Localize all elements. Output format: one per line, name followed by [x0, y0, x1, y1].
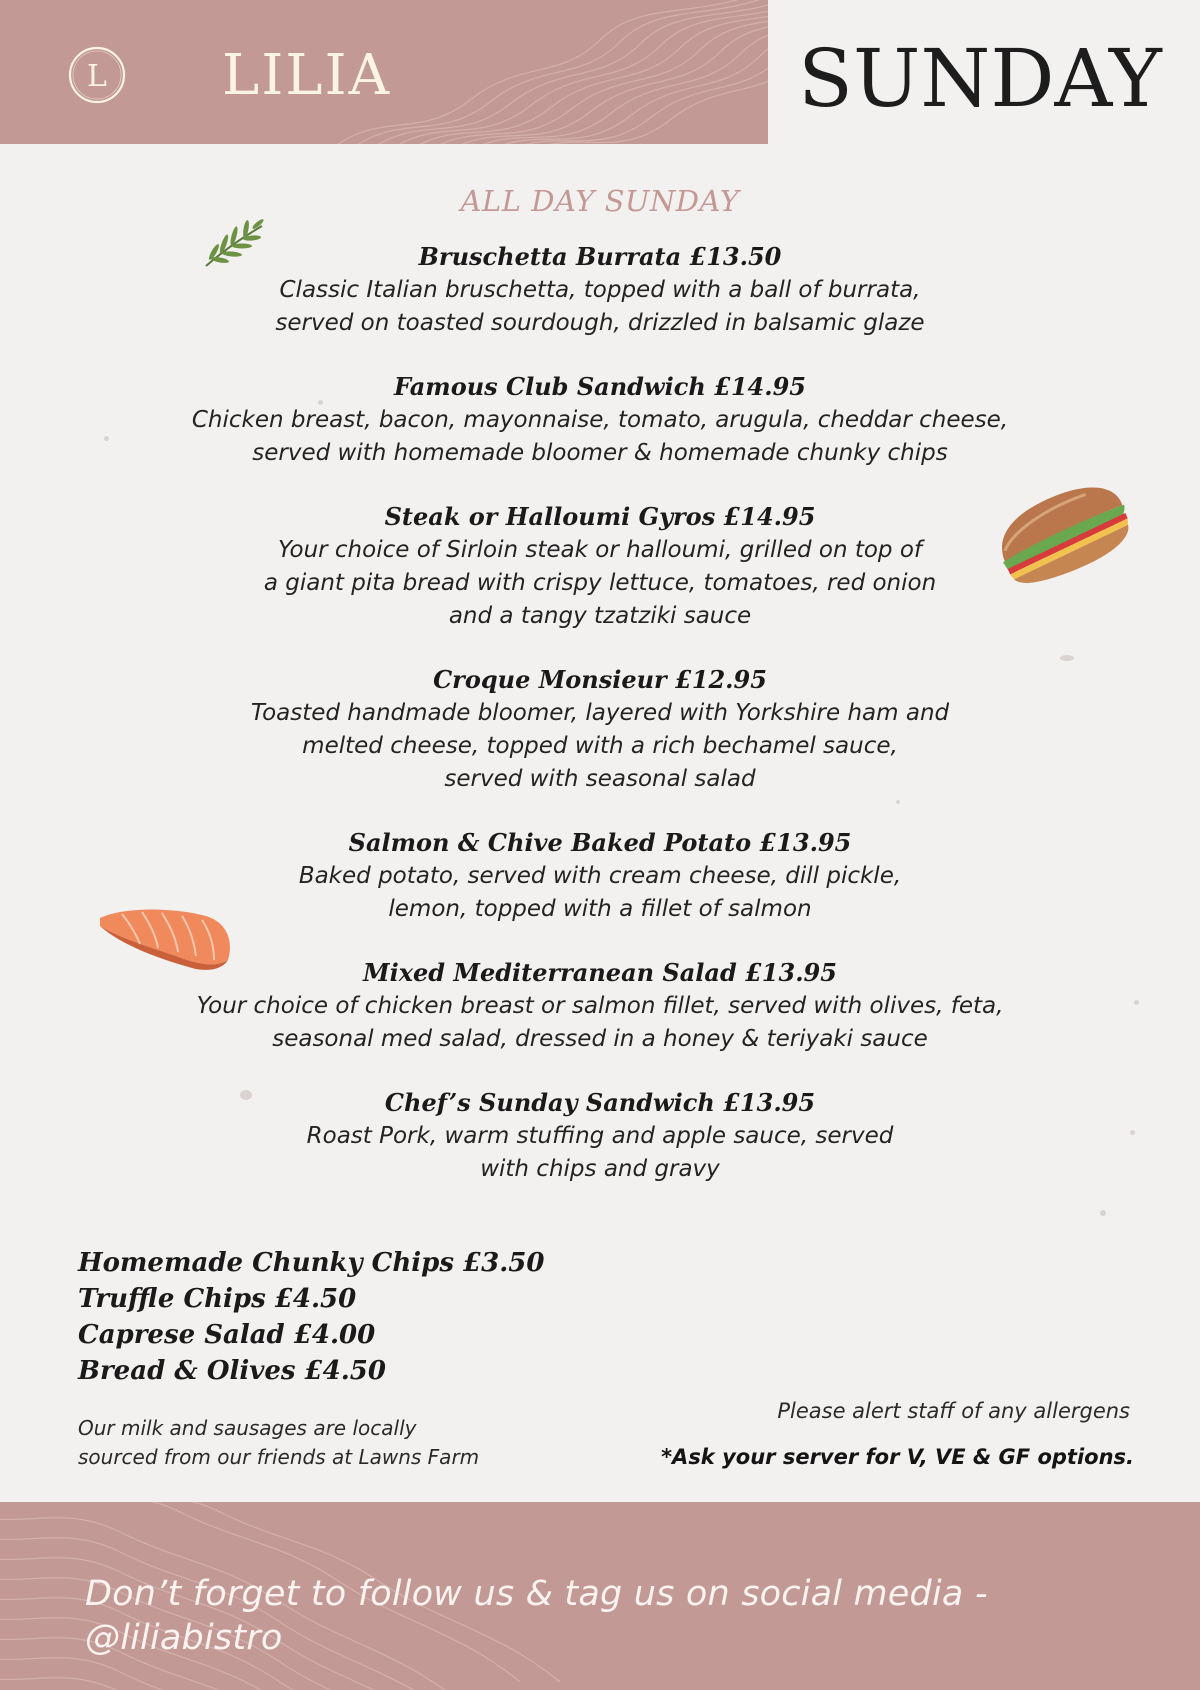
- menu-item-description: Your choice of chicken breast or salmon fillet, served with olives, feta, seasonal med salad, dressed in a honey & teriyaki sauce: [196, 993, 1004, 1052]
- logo-circle-icon: [66, 44, 128, 106]
- menu-item-description: Classic Italian bruschetta, topped with a ball of burrata, served on toasted sourdough, drizzled in balsamic glaze: [275, 277, 925, 336]
- menu-item-description: Roast Pork, warm stuffing and apple sauce, served with chips and gravy: [306, 1123, 894, 1182]
- menu-item-description: Toasted handmade bloomer, layered with Yorkshire ham and melted cheese, topped with a rich bechamel sauce, served with seasonal salad: [250, 700, 950, 792]
- menu-item: [0, 663, 1200, 796]
- logo-letter: L: [87, 59, 107, 94]
- social-media-callout: Don’t forget to follow us & tag us on social media - @liliabistro: [85, 1574, 988, 1658]
- menu-item-title: Mixed Mediterranean Salad £13.95: [363, 958, 837, 987]
- menu-item-description: Baked potato, served with cream cheese, dill pickle, lemon, topped with a fillet of salmon: [298, 863, 902, 922]
- menu-item: [0, 1086, 1200, 1186]
- side-item: Truffle Chips £4.50: [78, 1284, 357, 1314]
- menu-item-title: Famous Club Sandwich £14.95: [394, 372, 806, 401]
- page-title: SUNDAY: [798, 32, 1162, 125]
- allergen-note: Please alert staff of any allergens: [777, 1399, 1130, 1423]
- menu-list: [0, 240, 1200, 1216]
- menu-item-title: Bruschetta Burrata £13.50: [418, 242, 782, 271]
- menu-item-title: Croque Monsieur £12.95: [433, 665, 767, 694]
- menu-item-title: Steak or Halloumi Gyros £14.95: [384, 502, 816, 531]
- side-item: Caprese Salad £4.00: [78, 1320, 376, 1350]
- menu-item: [0, 240, 1200, 340]
- menu-item: [0, 500, 1200, 633]
- section-heading: ALL DAY SUNDAY: [460, 184, 740, 218]
- sourcing-note: Our milk and sausages are locally sourced from our friends at Lawns Farm: [78, 1416, 480, 1469]
- header-band: [0, 0, 768, 144]
- menu-item: [0, 370, 1200, 470]
- side-item: Bread & Olives £4.50: [78, 1356, 386, 1386]
- side-item: Homemade Chunky Chips £3.50: [78, 1248, 545, 1278]
- sides-list: [78, 1245, 544, 1389]
- menu-item-description: Chicken breast, bacon, mayonnaise, tomato, arugula, cheddar cheese, served with homemade bloomer & homemade chunky chips: [191, 407, 1009, 466]
- dietary-options-note: *Ask your server for V, VE & GF options.: [661, 1445, 1134, 1469]
- menu-item-title: Chef’s Sunday Sandwich £13.95: [384, 1088, 816, 1117]
- menu-item: [0, 826, 1200, 926]
- menu-item-title: Salmon & Chive Baked Potato £13.95: [348, 828, 852, 857]
- menu-item: [0, 956, 1200, 1056]
- brand-name: LILIA: [222, 43, 392, 108]
- menu-item-description: Your choice of Sirloin steak or halloumi, grilled on top of a giant pita bread with crispy lettuce, tomatoes, red onion and a tangy tzatziki sauce: [263, 537, 937, 629]
